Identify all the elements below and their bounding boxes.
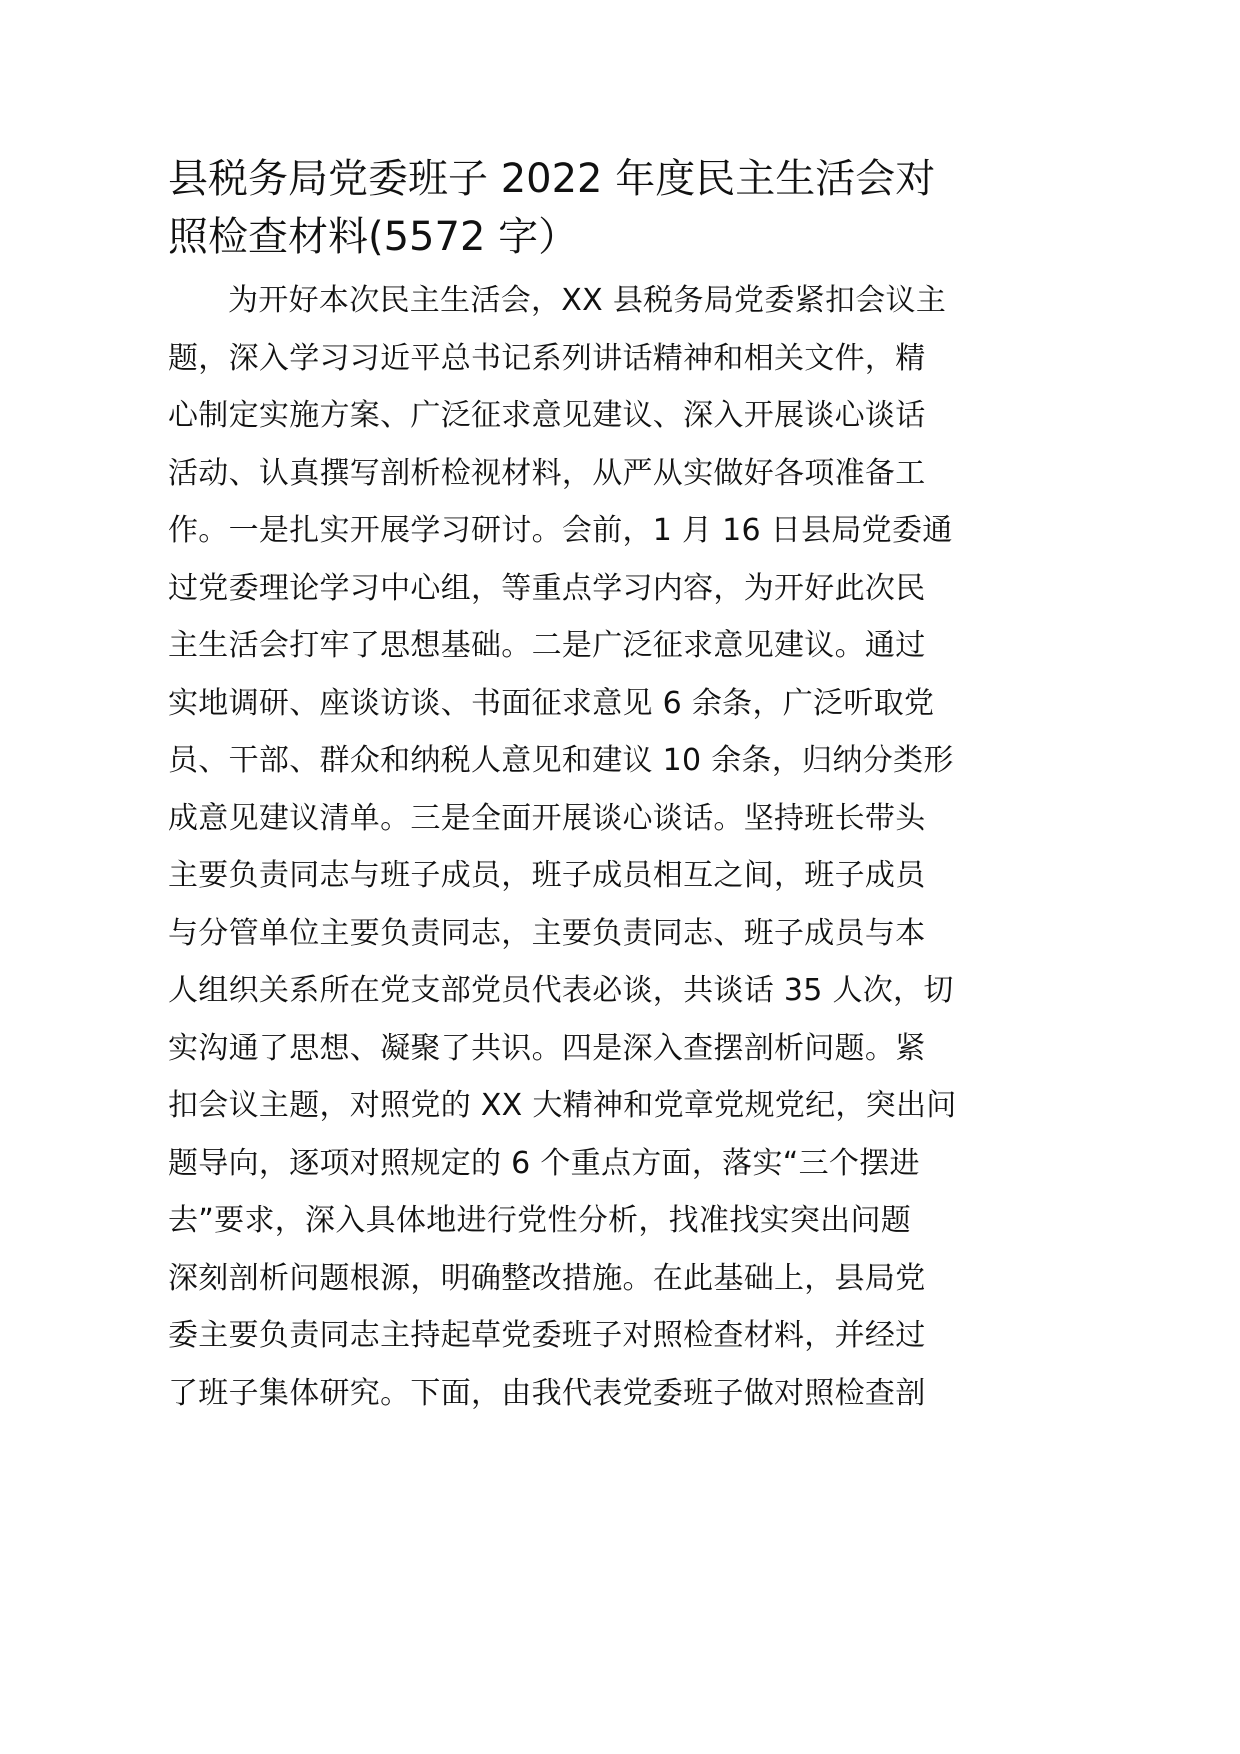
- document-page: [168, 150, 957, 1422]
- document-body: [168, 272, 957, 1422]
- paragraph-line: 扣会议主题，对照党的 XX 大精神和党章党规党纪，突出问: [168, 1088, 957, 1123]
- paragraph-line: 实地调研、座谈访谈、书面征求意见 6 余条，广泛听取党: [168, 685, 935, 721]
- paragraph-line: 实沟通了思想、凝聚了共识。四是深入查摆剖析问题。紧: [168, 1030, 926, 1066]
- paragraph-line: 人组织关系所在党支部党员代表必谈，共谈话 35 人次，切: [168, 973, 954, 1008]
- paragraph-line: 题，深入学习习近平总书记系列讲话精神和相关文件，精: [168, 340, 926, 376]
- paragraph-line: 成意见建议清单。三是全面开展谈心谈话。坚持班长带头: [168, 800, 926, 836]
- paragraph-line: 题导向，逐项对照规定的 6 个重点方面，落实“三个摆进: [168, 1145, 920, 1181]
- paragraph-line: 主要负责同志与班子成员，班子成员相互之间，班子成员: [168, 858, 926, 893]
- paragraph-line: 活动、认真撰写剖析检视材料，从严从实做好各项准备工: [168, 455, 926, 491]
- document-title: [168, 150, 948, 266]
- paragraph-line: 去”要求，深入具体地进行党性分析，找准找实突出问题: [168, 1203, 912, 1238]
- paragraph-line: 委主要负责同志主持起草党委班子对照检查材料，并经过: [168, 1318, 926, 1353]
- title-line-2: 照检查材料(5572 字）: [168, 214, 579, 260]
- paragraph-line: 作。一是扎实开展学习研讨。会前，1 月 16 日县局党委通: [168, 513, 953, 548]
- paragraph-line: 为开好本次民主生活会，XX 县税务局党委紧扣会议主: [228, 283, 947, 318]
- paragraph-line: 主生活会打牢了思想基础。二是广泛征求意见建议。通过: [168, 628, 926, 663]
- title-line-1: 县税务局党委班子 2022 年度民主生活会对: [168, 156, 936, 202]
- paragraph-line: 心制定实施方案、广泛征求意见建议、深入开展谈心谈话: [168, 398, 926, 433]
- paragraph-line: 了班子集体研究。下面，由我代表党委班子做对照检查剖: [168, 1375, 926, 1411]
- paragraph-line: 员、干部、群众和纳税人意见和建议 10 余条，归纳分类形: [168, 743, 954, 778]
- paragraph-line: 与分管单位主要负责同志，主要负责同志、班子成员与本: [168, 915, 926, 951]
- paragraph-line: 深刻剖析问题根源，明确整改措施。在此基础上，县局党: [168, 1260, 926, 1296]
- paragraph-line: 过党委理论学习中心组，等重点学习内容，为开好此次民: [168, 570, 926, 606]
